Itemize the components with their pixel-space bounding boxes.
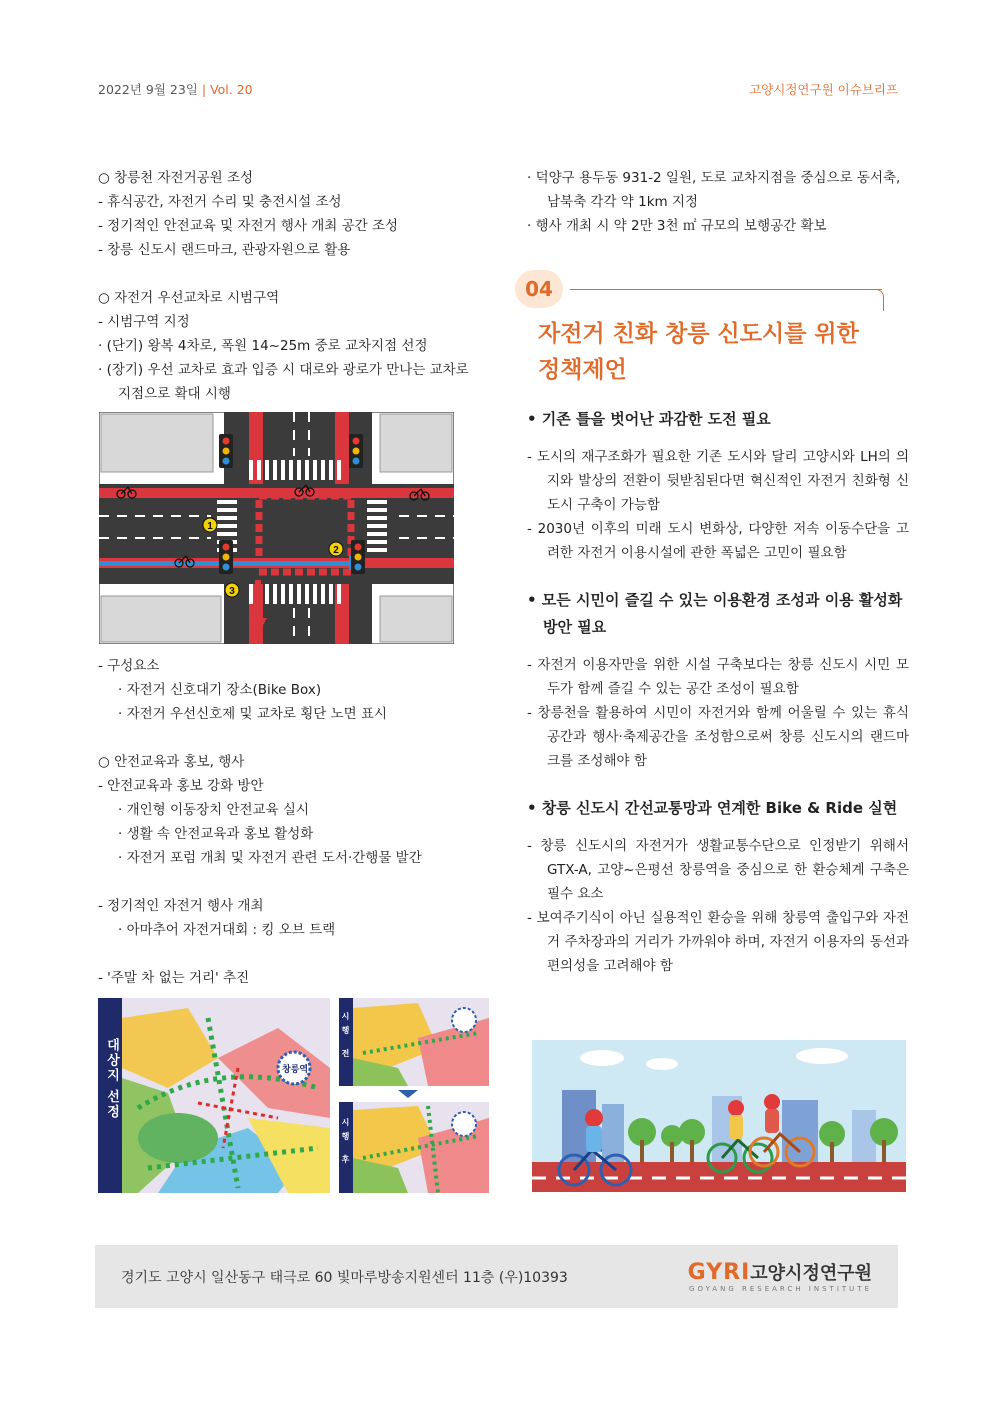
list-item: · 자전거 포럼 개최 및 자전거 관련 도서·간행물 발간	[118, 850, 422, 866]
section-divider-end	[876, 289, 884, 311]
section-title	[538, 316, 859, 388]
volume-number: Vol. 20	[210, 82, 253, 97]
list-item: - 구성요소	[98, 658, 160, 674]
proposal-item: - 자전거 이용자만을 위한 시설 구축보다는 창릉 신도시 시민 모두가 함께 즐길 수 있는 공간 조성이 필요함	[527, 657, 909, 697]
after-label: 시행 후	[341, 1118, 350, 1169]
proposal-heading: • 창릉 신도시 간선교통망과 연계한 Bike & Ride 실현	[527, 799, 898, 817]
proposal-heading: • 기존 틀을 벗어난 과감한 도전 필요	[527, 410, 771, 428]
left-text-top	[98, 166, 469, 406]
map-side-label: 대상지 선정	[104, 1038, 119, 1120]
list-item: - '주말 차 없는 거리' 추진	[98, 970, 250, 986]
list-item: - 정기적인 안전교육 및 자전거 행사 개최 공간 조성	[98, 218, 399, 234]
station-label: 창릉역	[282, 1065, 309, 1075]
header-separator: |	[201, 82, 207, 97]
proposal-item: - 도시의 재구조화가 필요한 기존 도시와 달리 고양시와 LH의 의지와 발상의 전환이 뒷받침된다면 혁신적인 자전거 친화형 신도시 구축이 가능함	[527, 449, 909, 513]
issue-date: 2022년 9월 23일	[98, 82, 198, 97]
page-header	[98, 80, 253, 98]
page-footer	[95, 1245, 898, 1308]
traffic-light-icon	[219, 434, 233, 468]
list-item: - 휴식공간, 자전거 수리 및 충전시설 조성	[98, 194, 342, 210]
traffic-light-icon	[349, 434, 363, 468]
list-item: · 자전거 신호대기 장소(Bike Box)	[118, 682, 322, 698]
section-title-line2: 정책제언	[538, 357, 627, 383]
list-item: · 아마추어 자전거대회 : 킹 오브 트랙	[118, 922, 336, 938]
logo-subtitle: GOYANG RESEARCH INSTITUTE	[689, 1285, 872, 1293]
proposal-item: - 2030년 이후의 미래 도시 변화상, 다양한 저속 이동수단을 고려한 자전거 이용시설에 관한 폭넓은 고민이 필요함	[527, 521, 909, 561]
section-number-badge: 04	[515, 270, 563, 308]
policy-proposals	[527, 406, 909, 978]
cyclists-illustration	[532, 1040, 906, 1192]
logo-name: 고양시정연구원	[750, 1263, 872, 1284]
list-item: · 덕양구 용두동 931-2 일원, 도로 교차지점을 중심으로 동서축, 남북축 각각 약 1km 지정	[527, 170, 901, 210]
publisher-name: 고양시정연구원 이슈브리프	[749, 82, 898, 97]
logo-mark: GYRI	[687, 1260, 751, 1285]
proposal-item: - 창릉천을 활용하여 시민이 자전거와 함께 어울릴 수 있는 휴식공간과 행사·축제공간을 조성함으로써 창릉 신도시의 랜드마크를 조성해야 함	[527, 705, 909, 769]
before-label: 시행 전	[341, 1012, 350, 1063]
right-text-top	[527, 166, 909, 238]
institute-logo	[688, 1259, 872, 1293]
traffic-light-icon	[351, 540, 365, 574]
car-free-street-maps	[98, 998, 489, 1193]
section-divider	[570, 289, 882, 290]
list-item: - 안전교육과 홍보 강화 방안	[98, 778, 264, 794]
proposal-heading: • 모든 시민이 즐길 수 있는 이용환경 조성과 이용 활성화 방안 필요	[527, 591, 903, 636]
heading-bike-park: ○ 창릉천 자전거공원 조성	[98, 170, 254, 186]
list-item: 지점으로 확대 시행	[118, 386, 231, 402]
list-item: · 행사 개최 시 약 2만 3천 ㎡ 규모의 보행공간 확보	[527, 218, 827, 234]
list-item: - 시범구역 지정	[98, 314, 190, 330]
list-item: · 자전거 우선신호제 및 교차로 횡단 노면 표시	[118, 706, 388, 722]
list-item: · (장기) 우선 교차로 효과 입증 시 대로와 광로가 만나는 교차로	[98, 362, 469, 378]
list-item: - 창릉 신도시 랜드마크, 관광자원으로 활용	[98, 242, 351, 258]
marker-2: 2	[333, 545, 339, 556]
marker-3: 3	[229, 586, 235, 597]
proposal-item: - 창릉 신도시의 자전거가 생활교통수단으로 인정받기 위해서 GTX-A, 고양~은평선 창릉역을 중심으로 한 환승체계 구축은 필수 요소	[527, 838, 909, 902]
heading-priority-intersection: ○ 자전거 우선교차로 시범구역	[98, 290, 280, 306]
map-illustration	[98, 998, 489, 1193]
marker-1: 1	[207, 521, 213, 532]
list-item: · (단기) 왕복 4차로, 폭원 14~25m 중로 교차지점 선정	[98, 338, 428, 354]
traffic-light-icon	[219, 540, 233, 574]
list-item: · 개인형 이동장치 안전교육 실시	[118, 802, 309, 818]
proposal-item: - 보여주기식이 아닌 실용적인 환승을 위해 창릉역 출입구와 자전거 주차장과의 거리가 가까워야 하며, 자전거 이용자의 동선과 편의성을 고려해야 함	[527, 910, 909, 974]
list-item: · 생활 속 안전교육과 홍보 활성화	[118, 826, 314, 842]
section-title-line1: 자전거 친화 창릉 신도시를 위한	[538, 321, 859, 347]
left-text-bottom	[98, 654, 422, 990]
heading-safety-education: ○ 안전교육과 홍보, 행사	[98, 754, 245, 770]
footer-address: 경기도 고양시 일산동구 태극로 60 빛마루방송지원센터 11층 (우)10393	[121, 1270, 568, 1286]
list-item: - 정기적인 자전거 행사 개최	[98, 898, 264, 914]
bike-intersection-diagram	[99, 412, 454, 644]
